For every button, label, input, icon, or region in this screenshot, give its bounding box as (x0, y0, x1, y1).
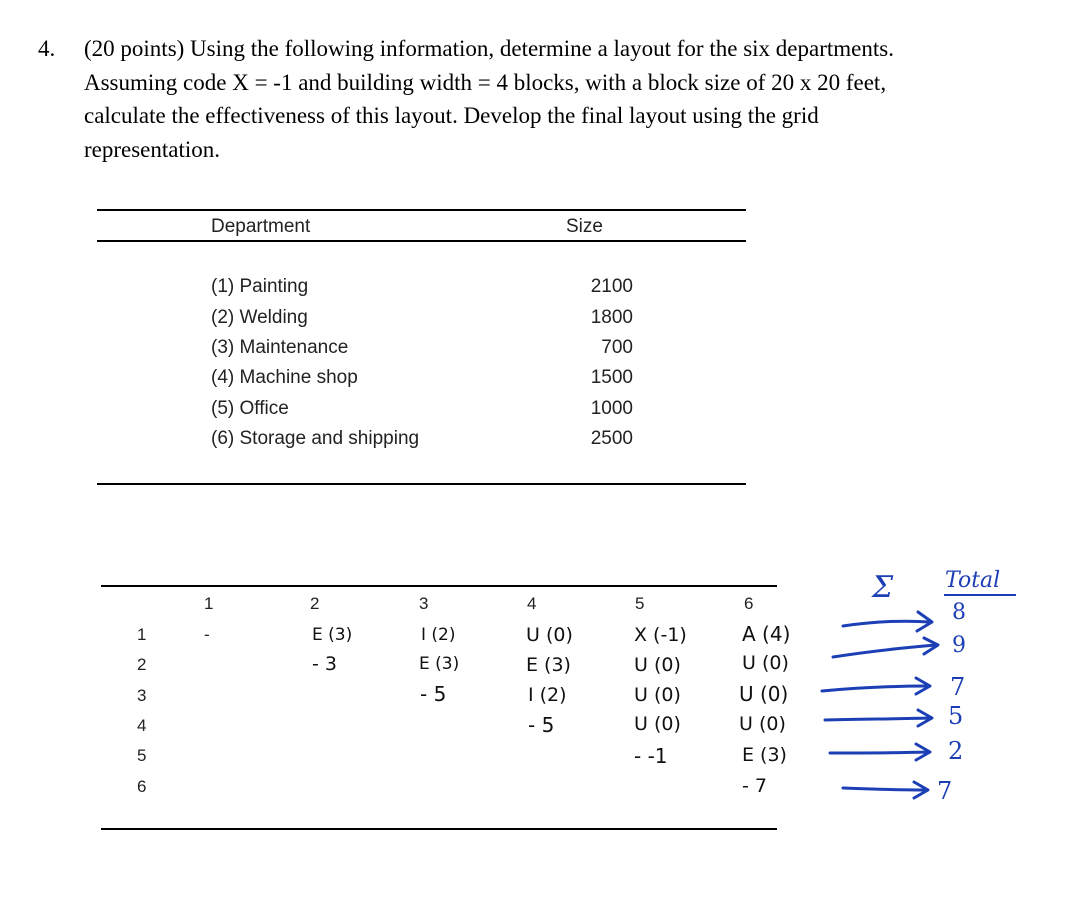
problem-line-3: calculate the effectiveness of this layout. Develop the final layout using the grid (84, 103, 819, 128)
column-header: 1 (204, 594, 214, 613)
column-header: 6 (744, 594, 754, 613)
row-header: 3 (137, 686, 147, 705)
chart-cell: E (3) (419, 654, 460, 674)
arrow-line (833, 645, 936, 657)
department-size: 700 (601, 337, 633, 358)
arrow-line (825, 718, 930, 720)
department-size: 1500 (590, 367, 633, 388)
department-size: 2500 (590, 428, 633, 449)
total-value: 8 (952, 600, 966, 625)
department-name: (2) Welding (211, 307, 308, 328)
row-header: 1 (137, 625, 147, 644)
total-value: 5 (948, 702, 964, 730)
problem-line-1: (20 points) Using the following information, determine a layout for the six departments. (84, 36, 894, 61)
total-label: Total (945, 568, 1001, 593)
arrow-line (843, 788, 926, 790)
chart-cell: U (0) (739, 682, 789, 706)
chart-cell: - -1 (634, 744, 668, 768)
size-header: Size (566, 216, 603, 237)
chart-cell: - 7 (742, 775, 767, 797)
row-header: 2 (137, 655, 147, 674)
chart-cell: E (3) (312, 625, 353, 645)
chart-cell: - 5 (420, 682, 447, 706)
chart-cell: I (2) (421, 625, 456, 645)
chart-cell: - 5 (528, 713, 555, 737)
chart-cell: E (3) (742, 744, 787, 766)
chart-cell: - 3 (312, 653, 337, 675)
chart-cell: E (3) (526, 654, 571, 676)
total-value: 9 (952, 633, 966, 658)
arrow-line (830, 752, 928, 753)
chart-cell: - (204, 625, 210, 644)
column-header: 2 (310, 594, 320, 613)
chart-cell: U (0) (634, 684, 681, 706)
department-name: (3) Maintenance (211, 337, 349, 358)
department-name: (5) Office (211, 398, 289, 419)
problem-number: 4. (38, 36, 56, 61)
arrow-line (843, 621, 930, 626)
department-size: 1000 (590, 398, 633, 419)
chart-cell: U (0) (634, 654, 681, 676)
chart-cell: U (0) (742, 652, 789, 674)
department-name: (6) Storage and shipping (211, 428, 420, 449)
chart-cell: U (0) (634, 713, 681, 735)
column-header: 5 (635, 594, 645, 613)
chart-cell: U (0) (739, 713, 786, 735)
chart-cell: A (4) (742, 622, 791, 646)
total-value: 7 (937, 777, 953, 805)
total-value: 7 (950, 673, 966, 701)
department-header: Department (211, 216, 311, 237)
chart-cell: X (-1) (634, 624, 687, 646)
problem-line-2: Assuming code X = -1 and building width = 4 blocks, with a block size of 20 x 20 feet, (84, 69, 887, 95)
arrow-line (822, 686, 928, 691)
row-header: 4 (137, 716, 147, 735)
sigma-symbol: Σ (872, 570, 894, 605)
column-header: 4 (527, 594, 537, 613)
department-name: (1) Painting (211, 276, 309, 297)
chart-cell: U (0) (526, 624, 573, 646)
department-size: 1800 (590, 307, 633, 328)
department-size: 2100 (590, 276, 633, 297)
chart-cell: I (2) (528, 684, 567, 706)
problem-line-4: representation. (84, 136, 221, 162)
row-header: 6 (137, 777, 147, 796)
department-name: (4) Machine shop (211, 367, 358, 388)
row-header: 5 (137, 746, 147, 765)
total-value: 2 (948, 737, 964, 765)
column-header: 3 (419, 594, 429, 613)
